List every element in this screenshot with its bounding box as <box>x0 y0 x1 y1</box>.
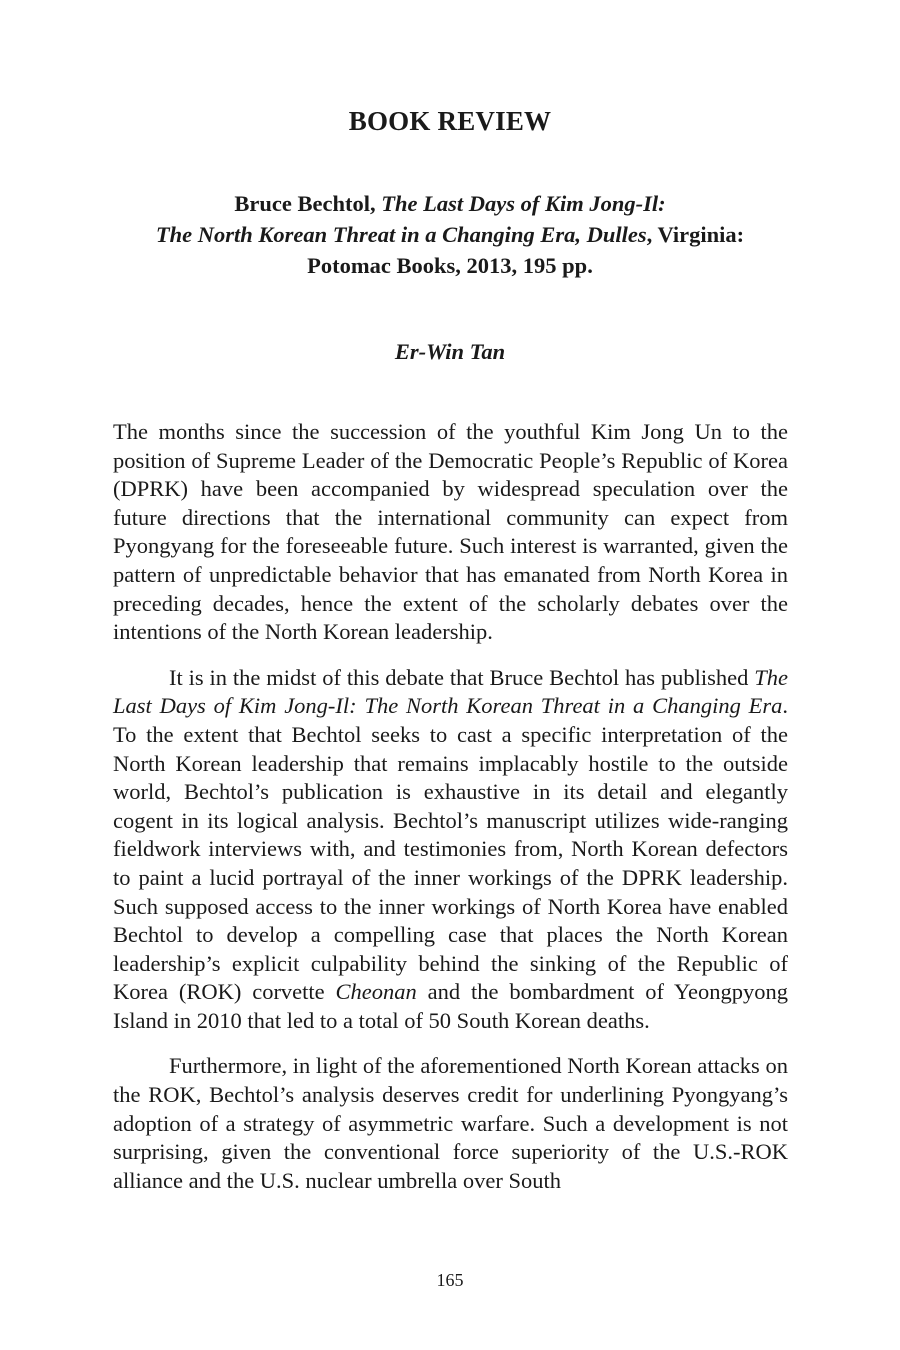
paragraph-1: The months since the succession of the youthful Kim Jong Un to the position of Supreme Leader of the Democratic People’s Republic of Korea (DPRK) have been accompanied by widespread speculation over the future directions that the international community can expect from Pyongyang for the foreseeable future. Such interest is warranted, given the pattern of unpredictable behavior that has emanated from North Korea in preceding decades, hence the extent of the scholarly debates over the intentions of the North Korean leadership. <box>113 419 788 645</box>
paragraph-3: Furthermore, in light of the aforementioned North Korean attacks on the ROK, Bechtol’s analysis deserves credit for underlining Pyongyang’s adoption of a strategy of asymmetric warfare. Such a development is not surprising, given the conventional force superiority of the U.S.-ROK alliance and the U.S. nuclear umbrella over South <box>113 1053 788 1193</box>
citation-place: , Virginia: <box>646 222 745 247</box>
citation-title-line1: The Last Days of Kim Jong-Il: <box>381 191 666 216</box>
reviewer-name: Er-Win Tan <box>394 339 506 364</box>
review-body <box>113 418 788 1212</box>
citation-title-line2: The North Korean Threat in a Changing Era, Dulles <box>155 222 647 247</box>
paragraph-2-book-title: The Last Days of Kim Jong-Il: The North Korean Threat in a Changing Era <box>113 664 788 719</box>
paragraph-2-part1: It is in the midst of this debate that Bruce Bechtol has published <box>169 664 755 690</box>
citation-author: Bruce Bechtol, <box>234 191 376 216</box>
paragraph-2-part2: . To the extent that Bechtol seeks to cast a specific interpretation of the North Korean leadership that remains implacably hostile to the outside world, Bechtol’s publication is exhaustive in its detail and elegantly cogent in its logical analysis. Bechtol’s manuscript utilizes wide-ranging fieldwork interviews with, and testimonies from, North Korean defectors to paint a lucid portrayal of the inner workings of the DPRK leadership. Such supposed access to the inner workings of North Korea have enabled Bechtol to develop a compelling case that places the North Korean leadership’s explicit culpability behind the sinking of the Republic of Korea (ROK) corvette <box>113 693 788 1005</box>
paragraph-2 <box>113 664 788 1036</box>
citation-publisher: Potomac Books, 2013, 195 pp. <box>307 253 593 278</box>
page-title: BOOK REVIEW <box>348 106 552 136</box>
page-number: 165 <box>436 1270 464 1290</box>
paragraph-2-part3: and the bombardment of Yeongpyong Island in 2010 that led to a total of 50 South Korean deaths. <box>113 979 788 1033</box>
book-citation <box>100 188 800 281</box>
paragraph-2-ship-name: Cheonan <box>335 979 417 1005</box>
